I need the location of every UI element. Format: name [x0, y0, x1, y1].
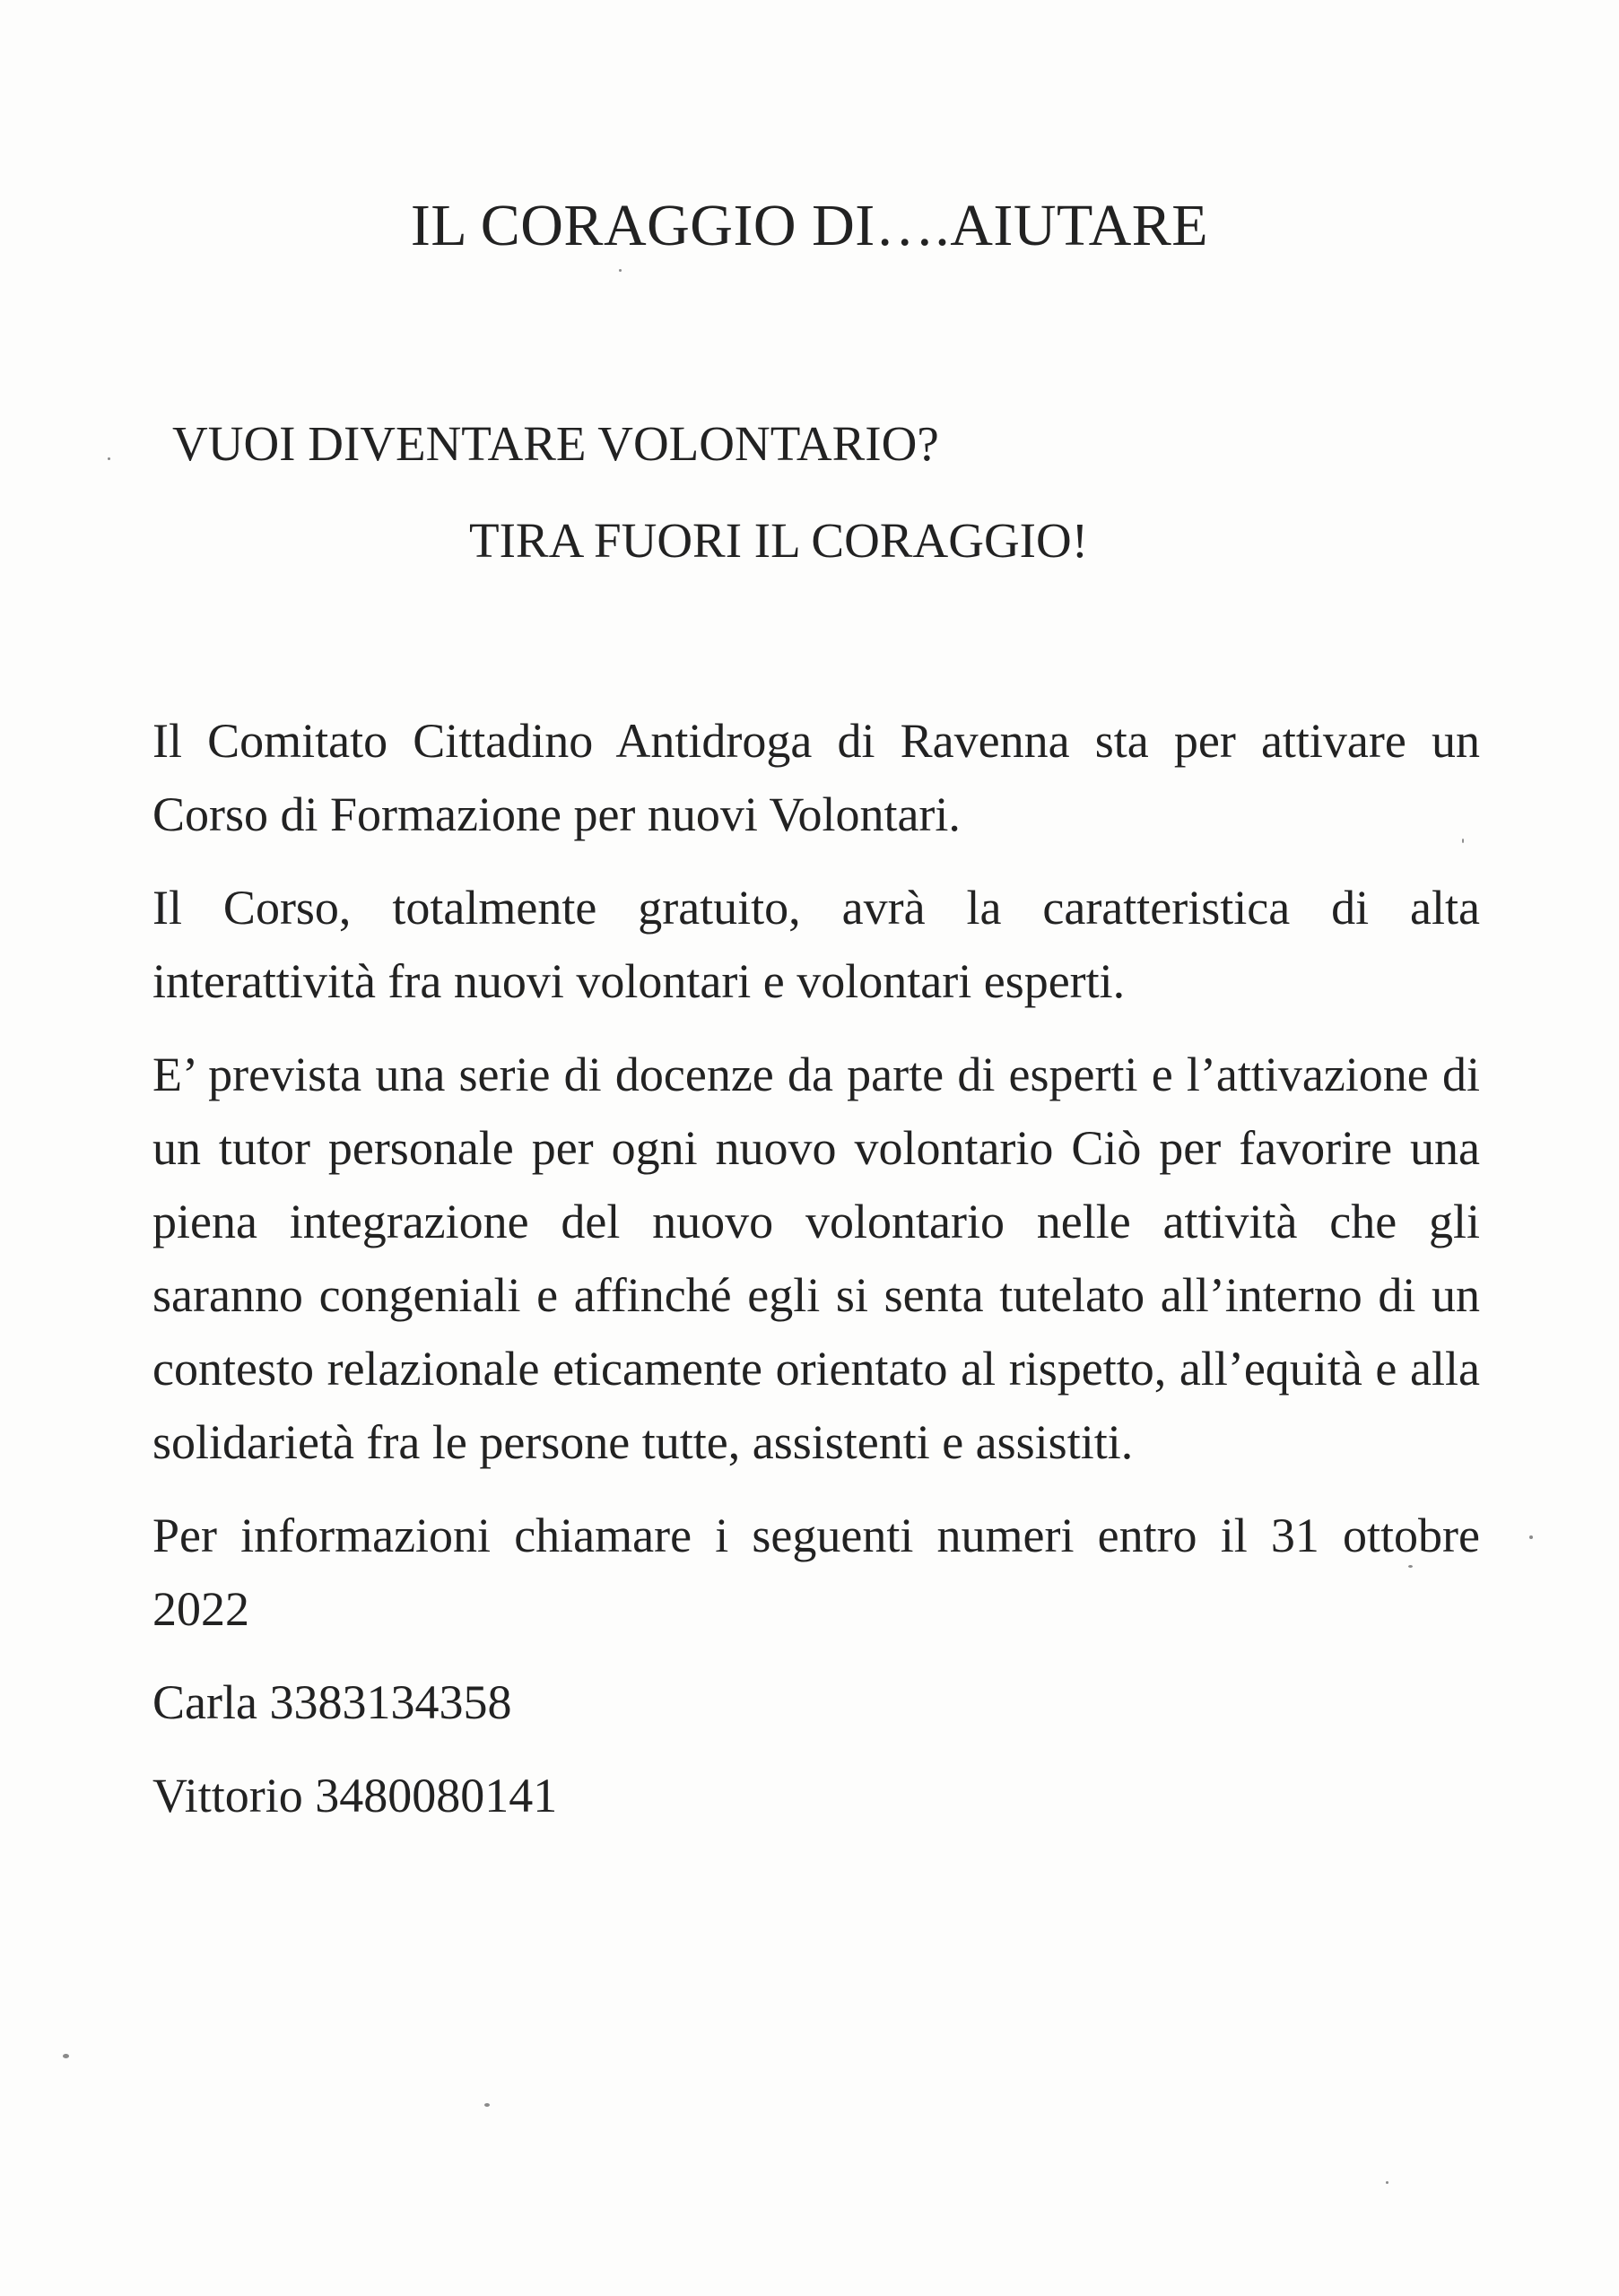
paragraph-course-description: Il Corso, totalmente gratuito, avrà la caratteristica di alta interattività fra nuovi volontari e volontari esperti.	[152, 881, 1480, 1008]
subtitle-exclamation: TIRA FUORI IL CORAGGIO!	[469, 513, 1089, 568]
page-title: IL CORAGGIO DI….AIUTARE	[410, 193, 1209, 258]
scan-speck	[1462, 839, 1464, 843]
scan-speck	[619, 269, 622, 272]
paragraph-course-details: E’ prevista una serie di docenze da parte di esperti e l’attivazione di un tutor personale per ogni nuovo volontario Ciò per favorire una piena integrazione del nuovo volontario nelle attività che gli saranno congeniali e affinché egli si senta tutelato all’interno di un contesto relazionale eticamente orientato al rispetto, all’equità e alla solidarietà fra le persone tutte, assistenti e assistiti.	[152, 1048, 1480, 1469]
paragraph-course-announcement: Il Comitato Cittadino Antidroga di Ravenna sta per attivare un Corso di Formazione per nuovi Volontari.	[152, 714, 1480, 841]
contact-carla: Carla 3383134358	[152, 1675, 512, 1729]
scan-speck	[484, 2103, 490, 2107]
scan-speck	[63, 2054, 69, 2058]
subtitle-question: VUOI DIVENTARE VOLONTARIO?	[172, 416, 939, 471]
contact-vittorio: Vittorio 3480080141	[152, 1769, 558, 1822]
scan-speck	[1408, 1565, 1413, 1568]
paragraph-information: Per informazioni chiamare i seguenti numeri entro il 31 ottobre 2022	[152, 1509, 1480, 1636]
scan-speck	[1386, 2181, 1388, 2184]
scan-speck	[108, 457, 110, 460]
scan-speck	[1529, 1535, 1533, 1539]
body-text	[152, 704, 1480, 1852]
